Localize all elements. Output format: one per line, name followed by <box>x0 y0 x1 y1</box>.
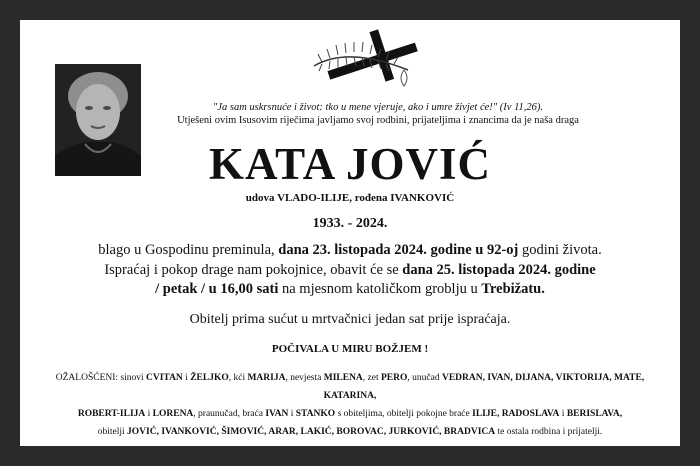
deceased-name: KATA JOVIĆ <box>208 139 492 189</box>
mourners-line-2: ROBERT-ILIJA i LORENA, praunučad, braća IVAN i STANKO s obiteljima, obitelji pokojne braće ILIJE, RADOSLAVA i BERISLAVA, <box>77 409 623 419</box>
bible-quote <box>148 101 608 127</box>
mourners-list <box>35 369 665 441</box>
quote-line-2: Utješeni ovim Isusovim riječima javljamo svoj rodbini, prijateljima i znancima da je naša draga <box>177 115 579 126</box>
announcement-line-1: blago u Gospodinu preminula, dana 23. listopada 2024. godine u 92-oj godini života. <box>98 242 602 258</box>
cross-with-palm-icon <box>308 26 426 92</box>
condolence-note: Obitelj prima sućut u mrtvačnici jedan sat prije ispraćaja. <box>189 312 511 327</box>
quote-line-1: "Ja sam uskrsnuće i život: tko u mene vjeruje, ako i umre živjet će!" (Iv 11,26). <box>212 102 544 113</box>
life-years: 1933. - 2024. <box>312 216 388 231</box>
announcement-line-2: Ispraćaj i pokop drage nam pokojnice, obavit će se dana 25. listopada 2024. godine <box>104 261 596 278</box>
deceased-subtitle: udova VLADO-ILIJE, rođena IVANKOVIĆ <box>245 192 455 204</box>
mourners-line-3: obitelji JOVIĆ, IVANKOVIĆ, ŠIMOVIĆ, ARAR, LAKIĆ, BOROVAC, JURKOVIĆ, BRADVICA te ostala rodbina i prijatelji. <box>97 427 603 437</box>
announcement-text <box>50 241 650 300</box>
obituary-card <box>20 20 680 446</box>
announcement-line-3: / petak / u 16,00 sati na mjesnom katoličkom groblju u Trebižatu. <box>155 281 545 297</box>
mourners-line-1: OŽALOŠĆENI: sinovi CVITAN i ŽELJKO, kći MARIJA, nevjesta MILENA, zet PERO, unučad VEDRAN, IVAN, DIJANA, VIKTORIJA, MATE, KATARINA, <box>55 373 645 401</box>
rest-in-peace: POČIVALA U MIRU BOŽJEM ! <box>271 343 429 355</box>
